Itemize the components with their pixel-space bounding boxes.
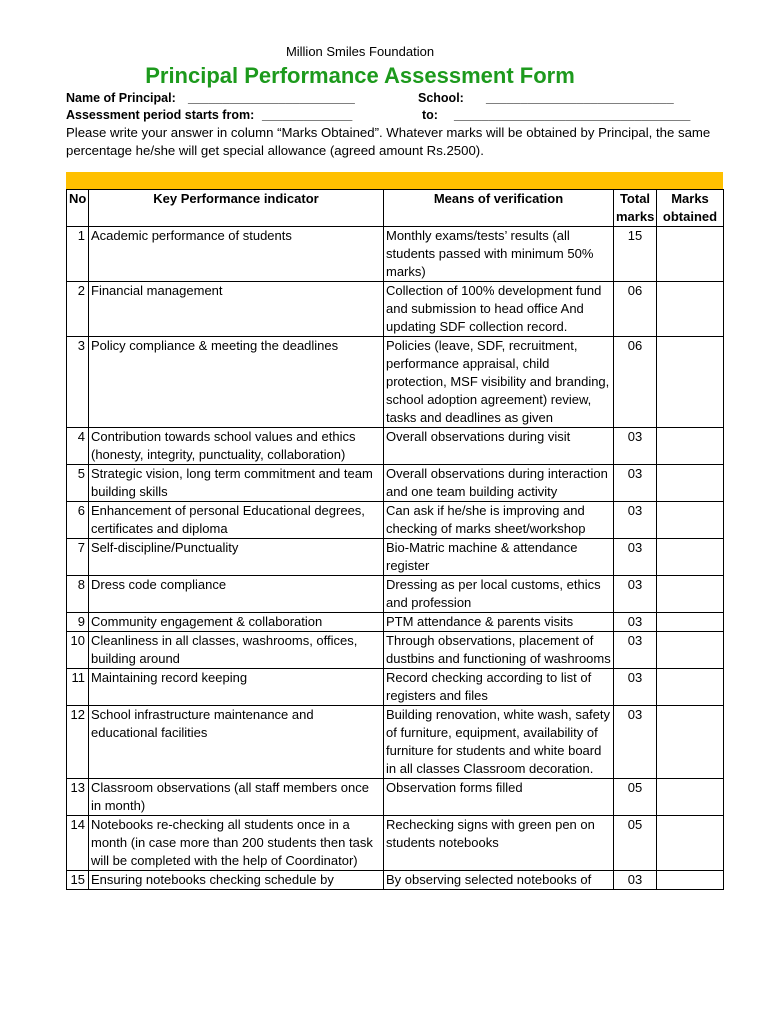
row-kpi: Financial management bbox=[89, 282, 384, 337]
table-row bbox=[67, 669, 724, 706]
header-means: Means of verification bbox=[384, 190, 614, 227]
row-means: Dressing as per local customs, ethics and profession bbox=[384, 576, 614, 613]
row-marks-obtained[interactable] bbox=[657, 282, 724, 337]
row-means: Observation forms filled bbox=[384, 779, 614, 816]
table-row bbox=[67, 706, 724, 779]
row-total-marks: 03 bbox=[614, 502, 657, 539]
row-total-marks: 03 bbox=[614, 465, 657, 502]
row-means: Collection of 100% development fund and submission to head office And updating SDF collection record. bbox=[384, 282, 614, 337]
table-row bbox=[67, 613, 724, 632]
row-means: Building renovation, white wash, safety of furniture, equipment, availability of furniture for students and white board in all classes Classroom decoration. bbox=[384, 706, 614, 779]
row-marks-obtained[interactable] bbox=[657, 576, 724, 613]
row-total-marks: 03 bbox=[614, 428, 657, 465]
row-number: 12 bbox=[67, 706, 89, 779]
row-means: Rechecking signs with green pen on students notebooks bbox=[384, 816, 614, 871]
row-marks-obtained[interactable] bbox=[657, 779, 724, 816]
row-kpi: Maintaining record keeping bbox=[89, 669, 384, 706]
school-blank[interactable]: ___________________________ bbox=[486, 91, 674, 105]
table-row bbox=[67, 465, 724, 502]
table-row bbox=[67, 539, 724, 576]
row-marks-obtained[interactable] bbox=[657, 539, 724, 576]
row-marks-obtained[interactable] bbox=[657, 632, 724, 669]
row-marks-obtained[interactable] bbox=[657, 613, 724, 632]
row-number: 2 bbox=[67, 282, 89, 337]
header-kpi: Key Performance indicator bbox=[89, 190, 384, 227]
row-kpi: Classroom observations (all staff members once in month) bbox=[89, 779, 384, 816]
row-kpi: Cleanliness in all classes, washrooms, offices, building around bbox=[89, 632, 384, 669]
header-color-bar bbox=[66, 172, 723, 189]
row-means: Record checking according to list of registers and files bbox=[384, 669, 614, 706]
row-means: Bio-Matric machine & attendance register bbox=[384, 539, 614, 576]
row-total-marks: 03 bbox=[614, 632, 657, 669]
period-start-blank[interactable]: _____________ bbox=[262, 108, 353, 122]
row-total-marks: 03 bbox=[614, 706, 657, 779]
row-kpi: Ensuring notebooks checking schedule by bbox=[89, 871, 384, 890]
row-number: 6 bbox=[67, 502, 89, 539]
row-marks-obtained[interactable] bbox=[657, 669, 724, 706]
row-kpi: Enhancement of personal Educational degrees, certificates and diploma bbox=[89, 502, 384, 539]
row-total-marks: 03 bbox=[614, 871, 657, 890]
principal-blank[interactable]: ________________________ bbox=[188, 91, 355, 105]
row-number: 11 bbox=[67, 669, 89, 706]
row-means: Monthly exams/tests’ results (all students passed with minimum 50% marks) bbox=[384, 227, 614, 282]
row-kpi: School infrastructure maintenance and educational facilities bbox=[89, 706, 384, 779]
table-row bbox=[67, 282, 724, 337]
row-means: Policies (leave, SDF, recruitment, performance appraisal, child protection, MSF visibility and branding, school adoption agreement) review, tasks and deadlines as given bbox=[384, 337, 614, 428]
row-number: 7 bbox=[67, 539, 89, 576]
table-row bbox=[67, 632, 724, 669]
table-row bbox=[67, 816, 724, 871]
row-number: 5 bbox=[67, 465, 89, 502]
row-total-marks: 03 bbox=[614, 669, 657, 706]
row-means: PTM attendance & parents visits bbox=[384, 613, 614, 632]
row-marks-obtained[interactable] bbox=[657, 816, 724, 871]
row-kpi: Academic performance of students bbox=[89, 227, 384, 282]
instructions: Please write your answer in column “Marks Obtained”. Whatever marks will be obtained by Principal, the same percentage he/she will get special allowance (agreed amount Rs.2500). bbox=[66, 125, 711, 158]
row-marks-obtained[interactable] bbox=[657, 502, 724, 539]
row-number: 1 bbox=[67, 227, 89, 282]
school-label: School: bbox=[418, 91, 464, 105]
row-kpi: Notebooks re-checking all students once in a month (in case more than 200 students then task will be completed with the help of Coordinator) bbox=[89, 816, 384, 871]
row-marks-obtained[interactable] bbox=[657, 465, 724, 502]
row-means: Through observations, placement of dustbins and functioning of washrooms bbox=[384, 632, 614, 669]
table-row bbox=[67, 337, 724, 428]
table-row bbox=[67, 227, 724, 282]
row-kpi: Strategic vision, long term commitment and team building skills bbox=[89, 465, 384, 502]
row-means: Can ask if he/she is improving and checking of marks sheet/workshop bbox=[384, 502, 614, 539]
table-row bbox=[67, 871, 724, 890]
row-number: 13 bbox=[67, 779, 89, 816]
table-row bbox=[67, 779, 724, 816]
period-label: Assessment period starts from: bbox=[66, 108, 255, 122]
table-row bbox=[67, 502, 724, 539]
row-total-marks: 05 bbox=[614, 779, 657, 816]
assessment-table bbox=[66, 189, 724, 890]
row-means: Overall observations during interaction and one team building activity bbox=[384, 465, 614, 502]
table-row bbox=[67, 428, 724, 465]
header-total: Total marks bbox=[614, 190, 657, 227]
row-total-marks: 15 bbox=[614, 227, 657, 282]
organization-name: Million Smiles Foundation bbox=[285, 44, 435, 59]
table-header-row bbox=[67, 190, 724, 227]
form-title: Principal Performance Assessment Form bbox=[145, 63, 575, 88]
row-kpi: Self-discipline/Punctuality bbox=[89, 539, 384, 576]
principal-label: Name of Principal: bbox=[66, 91, 176, 105]
period-to-label: to: bbox=[422, 108, 438, 122]
row-total-marks: 03 bbox=[614, 576, 657, 613]
row-marks-obtained[interactable] bbox=[657, 706, 724, 779]
row-kpi: Dress code compliance bbox=[89, 576, 384, 613]
header-no: No bbox=[67, 190, 89, 227]
row-number: 10 bbox=[67, 632, 89, 669]
row-number: 3 bbox=[67, 337, 89, 428]
row-kpi: Contribution towards school values and ethics (honesty, integrity, punctuality, collaboration) bbox=[89, 428, 384, 465]
row-total-marks: 06 bbox=[614, 282, 657, 337]
row-kpi: Community engagement & collaboration bbox=[89, 613, 384, 632]
row-number: 8 bbox=[67, 576, 89, 613]
row-number: 4 bbox=[67, 428, 89, 465]
row-marks-obtained[interactable] bbox=[657, 227, 724, 282]
row-total-marks: 03 bbox=[614, 613, 657, 632]
row-total-marks: 05 bbox=[614, 816, 657, 871]
row-number: 9 bbox=[67, 613, 89, 632]
row-marks-obtained[interactable] bbox=[657, 871, 724, 890]
row-number: 14 bbox=[67, 816, 89, 871]
period-end-blank[interactable]: __________________________________ bbox=[454, 108, 691, 122]
row-total-marks: 06 bbox=[614, 337, 657, 428]
header-obtained: Marks obtained bbox=[657, 190, 724, 227]
row-means: Overall observations during visit bbox=[384, 428, 614, 465]
row-means: By observing selected notebooks of bbox=[384, 871, 614, 890]
row-number: 15 bbox=[67, 871, 89, 890]
row-marks-obtained[interactable] bbox=[657, 337, 724, 428]
row-total-marks: 03 bbox=[614, 539, 657, 576]
row-marks-obtained[interactable] bbox=[657, 428, 724, 465]
table-row bbox=[67, 576, 724, 613]
row-kpi: Policy compliance & meeting the deadlines bbox=[89, 337, 384, 428]
